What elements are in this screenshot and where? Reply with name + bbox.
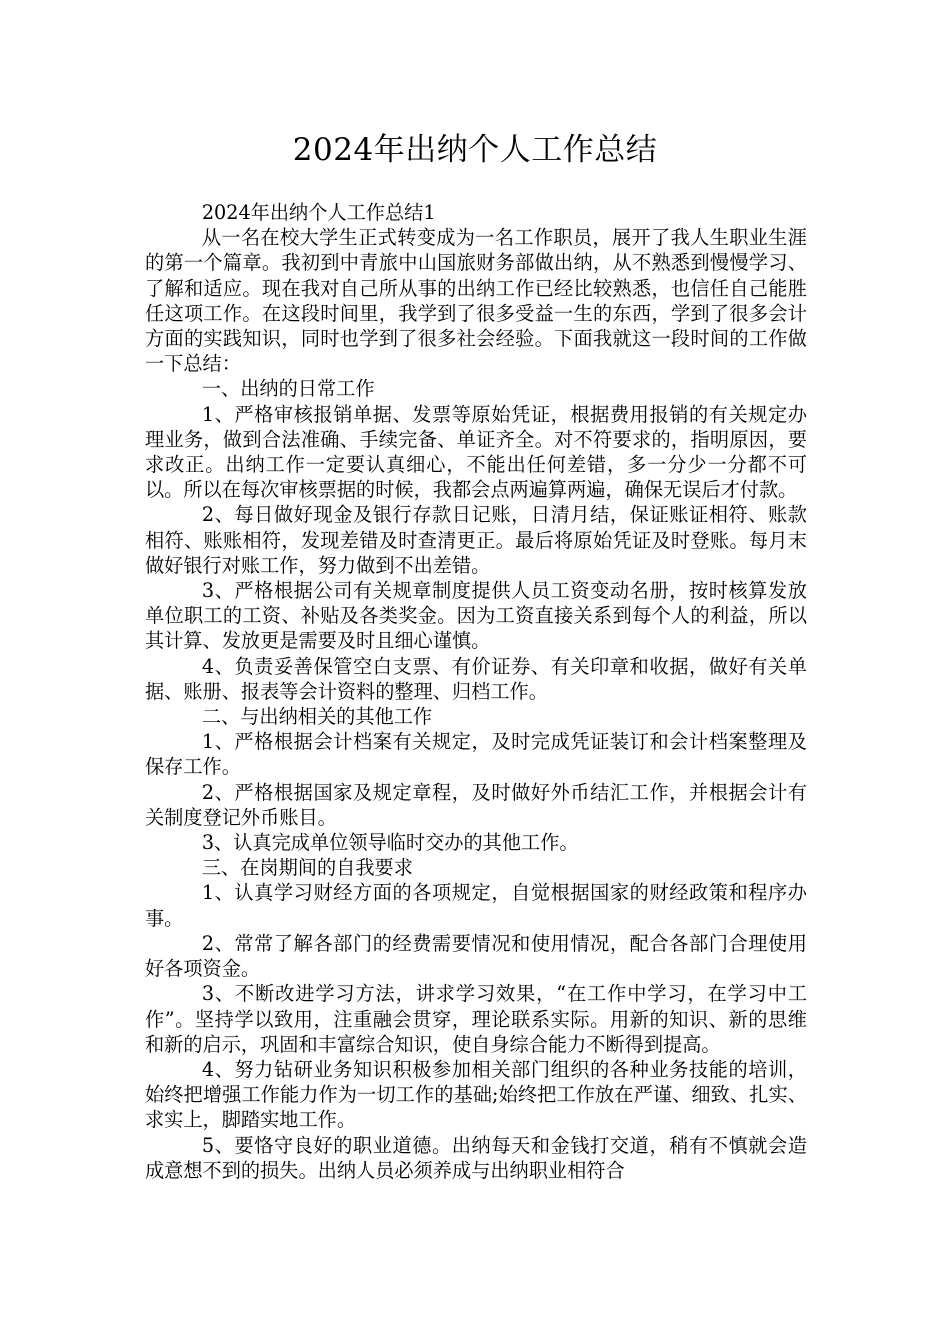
- self-requirement-item-1: 1、认真学习财经方面的各项规定，自觉根据国家的财经政策和程序办事。: [145, 881, 807, 930]
- other-work-item-1: 1、严格根据会计档案有关规定，及时完成凭证装订和会计档案整理及保存工作。: [145, 730, 807, 779]
- intro-paragraph: 从一名在校大学生正式转变成为一名工作职员，展开了我人生职业生涯的第一个篇章。我初到中青旅中山国旅财务部做出纳，从不熟悉到慢慢学习、了解和适应。现在我对自己所从事的出纳工作已经比较熟悉，也信任自己能胜任这项工作。在这段时间里，我学到了很多受益一生的东西，学到了很多会计方面的实践知识，同时也学到了很多社会经验。下面我就这一段时间的工作做一下总结：: [145, 226, 807, 376]
- section-heading-other-work: 二、与出纳相关的其他工作: [201, 705, 433, 729]
- document-title: 2024年出纳个人工作总结: [292, 132, 658, 168]
- daily-work-item-3: 3、严格根据公司有关规章制度提供人员工资变动名册，按时核算发放单位职工的工资、补贴及各类奖金。因为工资直接关系到每个人的利益，所以其计算、发放更是需要及时且细心谨慎。: [145, 579, 807, 653]
- daily-work-item-2: 2、每日做好现金及银行存款日记账，日清月结，保证账证相符、账款相符、账账相符，发现差错及时查清更正。最后将原始凭证及时登账。每月末做好银行对账工作，努力做到不出差错。: [145, 503, 807, 577]
- daily-work-item-1: 1、严格审核报销单据、发票等原始凭证，根据费用报销的有关规定办理业务，做到合法准确、手续完备、单证齐全。对不符要求的，指明原因，要求改正。出纳工作一定要认真细心，不能出任何差错，多一分少一分都不可以。所以在每次审核票据的时候，我都会点两遍算两遍，确保无误后才付款。: [145, 402, 807, 502]
- self-requirement-item-2: 2、常常了解各部门的经费需要情况和使用情况，配合各部门合理使用好各项资金。: [145, 931, 807, 981]
- subtitle-paragraph: 2024年出纳个人工作总结1: [201, 201, 436, 224]
- self-requirement-item-3: 3、不断改进学习方法，讲求学习效果，“在工作中学习，在学习中工作”。坚持学以致用，注重融会贯穿，理论联系实际。用新的知识、新的思维和新的启示，巩固和丰富综合知识，使自身综合能力不断得到提高。: [145, 982, 807, 1056]
- self-requirement-item-5: 5、要恪守良好的职业道德。出纳每天和金钱打交道，稍有不慎就会造成意想不到的损失。出纳人员必须养成与出纳职业相符合: [145, 1133, 807, 1182]
- document-body: [145, 200, 807, 1183]
- daily-work-item-4: 4、负责妥善保管空白支票、有价证券、有关印章和收据，做好有关单据、账册、报表等会计资料的整理、归档工作。: [145, 654, 807, 703]
- section-heading-self-requirements: 三、在岗期间的自我要求: [201, 856, 413, 880]
- section-heading-daily-work: 一、出纳的日常工作: [201, 377, 375, 401]
- other-work-item-3: 3、认真完成单位领导临时交办的其他工作。: [201, 831, 579, 855]
- other-work-item-2: 2、严格根据国家及规定章程，及时做好外币结汇工作，并根据会计有关制度登记外币账目。: [145, 780, 807, 829]
- self-requirement-item-4: 4、努力钻研业务知识积极参加相关部门组织的各种业务技能的培训，始终把增强工作能力作为一切工作的基础;始终把工作放在严谨、细致、扎实、求实上，脚踏实地工作。: [145, 1057, 807, 1132]
